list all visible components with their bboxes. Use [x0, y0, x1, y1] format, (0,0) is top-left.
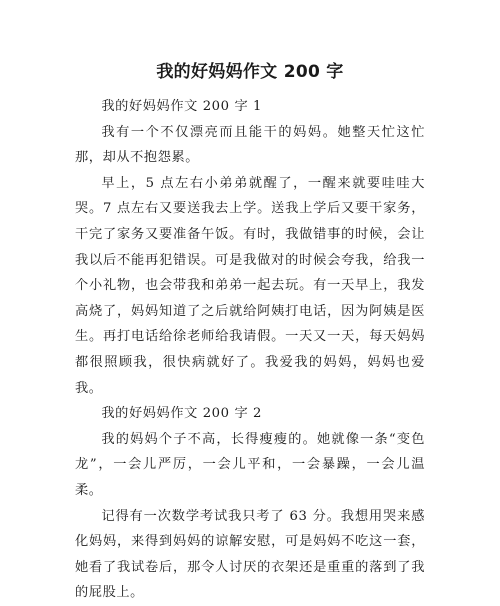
paragraph: 我有一个不仅漂亮而且能干的妈妈。她整天忙这忙那，却从不抱怨累。 [75, 124, 425, 166]
paragraph: 我的妈妈个子不高，长得瘦瘦的。她就像一条“变色龙”，一会儿严厉，一会儿平和，一会暴躁，一会儿温柔。 [75, 431, 425, 498]
paragraph: 记得有一次数学考试我只考了 63 分。我想用哭来感化妈妈，来得到妈妈的谅解安慰，可是妈妈不吃这一套，她看了我试卷后，那令人讨厌的衣架还是重重的落到了我的屁股上。 [75, 508, 425, 601]
paragraph: 早上，5 点左右小弟弟就醒了，一醒来就要哇哇大哭。7 点左右又要送我去上学。送我上学后又要干家务，干完了家务又要准备午饭。有时，我做错事的时候，会让我以后不能再犯错误。可是我做对的时候会夸我，给我一个小礼物，也会带我和弟弟一起去玩。有一天早上，我发高烧了，妈妈知道了之后就给阿姨打电话，因为阿姨是医生。再打电话给徐老师给我请假。一天又一天，每天妈妈都很照顾我，很快病就好了。我爱我的妈妈，妈妈也爱我。 [75, 175, 425, 396]
document-title: 我的好妈妈作文 200 字 [156, 62, 344, 82]
paragraph-subtitle-1: 我的好妈妈作文 200 字 1 [101, 99, 263, 114]
paragraph-subtitle-2: 我的好妈妈作文 200 字 2 [101, 406, 263, 422]
